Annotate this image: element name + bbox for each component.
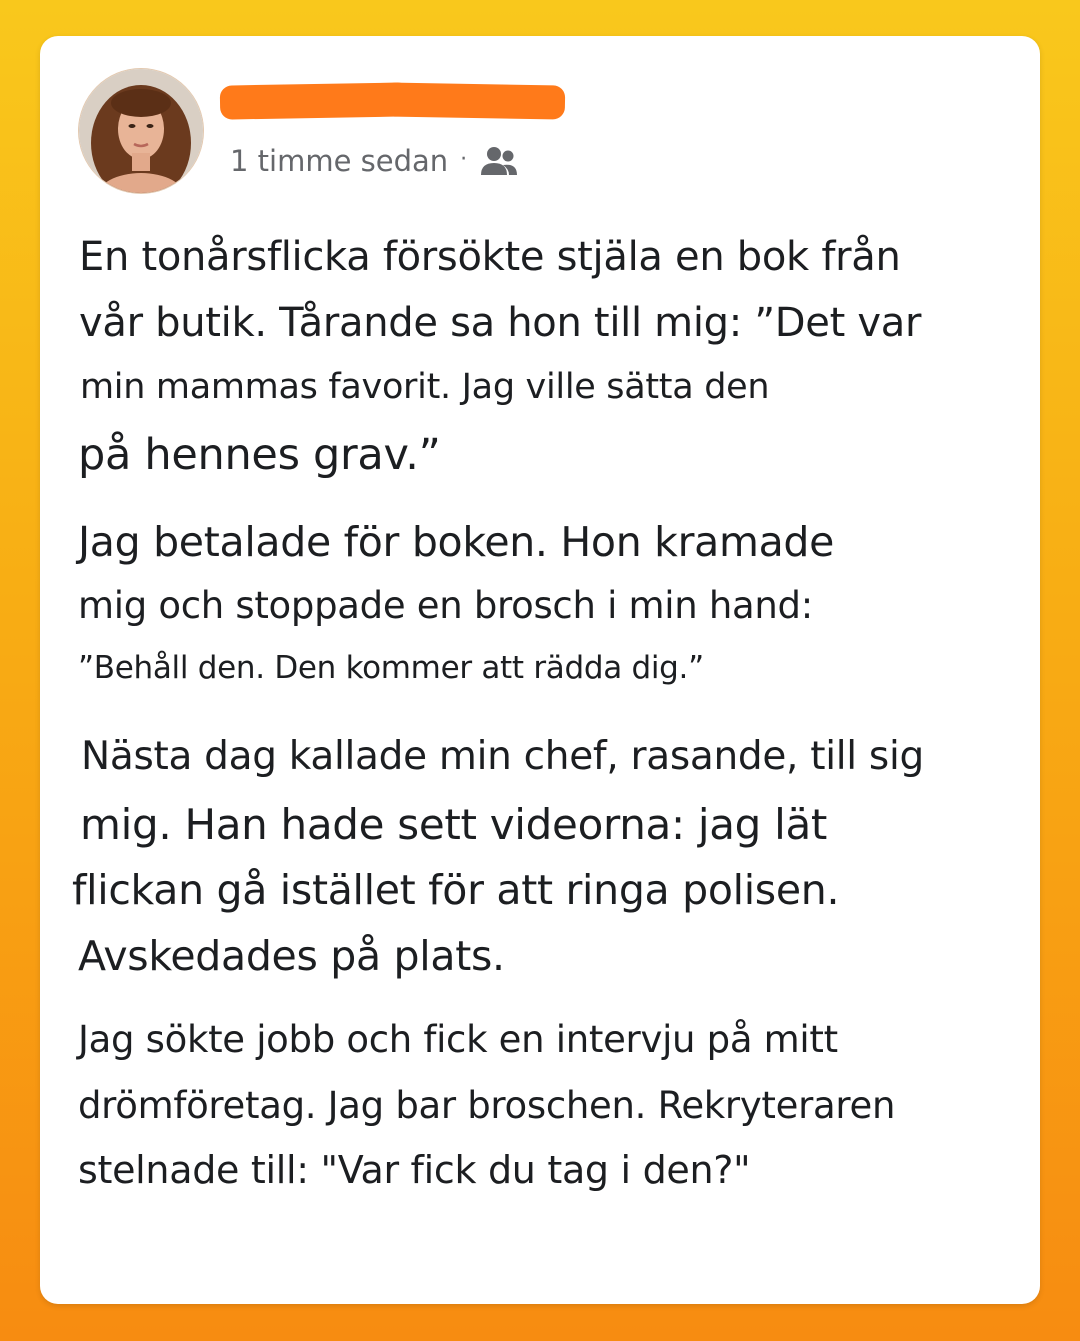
post-line: drömföretag. Jag bar broschen. Rekryteraren [78, 1084, 896, 1127]
avatar[interactable] [79, 69, 203, 193]
post-line: flickan gå istället för att ringa polisen. [72, 866, 840, 914]
post-line: mig. Han hade sett videorna: jag lät [80, 800, 828, 849]
post-line: ”Behåll den. Den kommer att rädda dig.” [78, 650, 704, 686]
post-line: på hennes grav.” [78, 430, 441, 480]
post-line: mig och stoppade en brosch i min hand: [78, 584, 813, 627]
friends-icon[interactable] [479, 145, 519, 177]
redacted-author-surname [383, 82, 566, 119]
post-line: min mammas favorit. Jag ville sätta den [80, 367, 770, 407]
post-line: vår butik. Tårande sa hon till mig: ”Det var [79, 300, 922, 346]
post-card [40, 36, 1040, 1304]
post-line: Jag sökte jobb och fick en intervju på mitt [78, 1018, 838, 1061]
redacted-author-name [220, 82, 411, 119]
post-line: stelnade till: "Var fick du tag i den?" [78, 1148, 751, 1192]
post-meta [230, 141, 519, 181]
post-line: En tonårsflicka försökte stjäla en bok från [79, 234, 901, 280]
post-line: Avskedades på plats. [78, 932, 505, 980]
post-line: Nästa dag kallade min chef, rasande, till sig [81, 734, 924, 779]
post-line: Jag betalade för boken. Hon kramade [78, 518, 835, 566]
post-timestamp[interactable]: 1 timme sedan [230, 144, 449, 178]
meta-separator: · [460, 146, 468, 172]
